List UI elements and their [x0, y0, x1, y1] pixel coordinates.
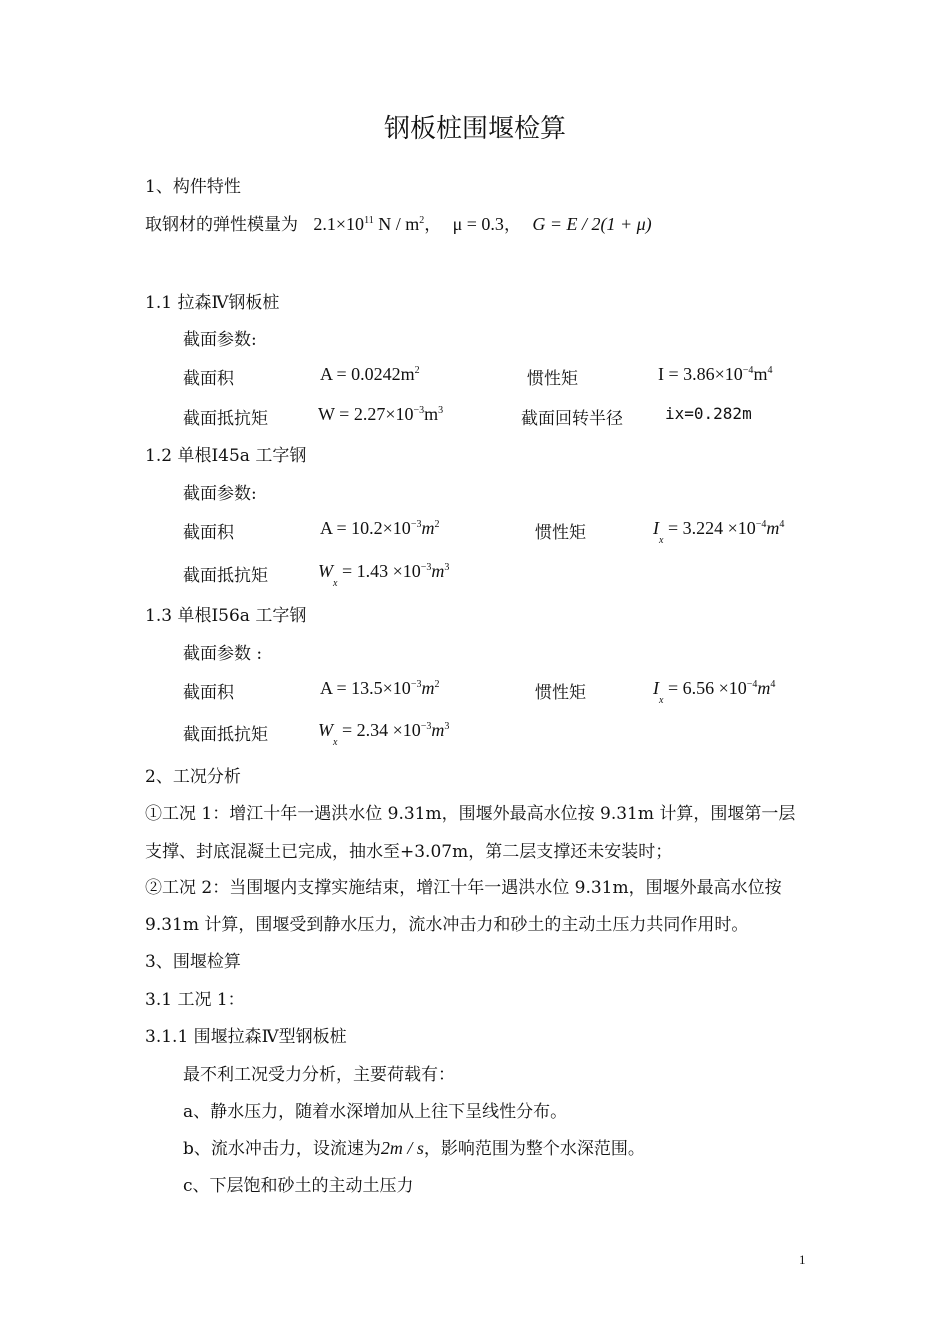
section-params-label: 截面参数: — [183, 484, 257, 504]
radius-value: ix=0.282m — [665, 404, 752, 423]
case-2-line-1: ②工况 2：当围堰内支撑实施结束，增江十年一遇洪水位 9.31m，围堰外最高水位按 — [145, 878, 782, 898]
inertia-value: $I_x = 3.224 \times 10^{-4}m^4$ — [653, 518, 785, 546]
shear-modulus-formula: G = E / 2(1 + μ) — [532, 214, 652, 234]
modulus-label: 截面抵抗矩 — [183, 725, 268, 745]
load-item-a: a、静水压力，随着水深增加从上往下呈线性分布。 — [183, 1102, 568, 1122]
radius-label: 截面回转半径 — [521, 409, 623, 429]
material-intro-text: 取钢材的弹性模量为 — [145, 215, 298, 235]
material-properties-line: 取钢材的弹性模量为 $2.1\times 10^{11}$ N / $m^2$， μ = 0.3， G = E / 2(1 + μ) — [145, 214, 652, 235]
section-3-1-1-heading: 3.1.1 围堰拉森Ⅳ型钢板桩 — [145, 1027, 347, 1047]
poisson-ratio: μ = 0.3 — [452, 214, 504, 234]
inertia-value: $I = 3.86\times 10^{-4}m^4$ — [658, 364, 773, 384]
area-label: 截面积 — [183, 523, 234, 543]
section-3-heading: 3、围堰检算 — [145, 952, 241, 972]
area-value: $A = 13.5\times 10^{-3}m^2$ — [320, 678, 440, 698]
inertia-label: 惯性矩 — [535, 523, 586, 543]
section-2-heading: 2、工况分析 — [145, 767, 241, 787]
inertia-label: 惯性矩 — [535, 683, 586, 703]
area-label: 截面积 — [183, 683, 234, 703]
modulus-value: $W_x = 2.34 \times 10^{-3}m^3$ — [318, 720, 450, 748]
inertia-label: 惯性矩 — [527, 369, 578, 389]
load-intro: 最不利工况受力分析，主要荷载有： — [183, 1065, 455, 1085]
area-label: 截面积 — [183, 369, 234, 389]
area-value: $A = 0.0242m^2$ — [320, 364, 420, 384]
section-3-1-heading: 3.1 工况 1： — [145, 990, 245, 1010]
section-1-heading: 1、构件特性 — [145, 177, 241, 197]
inertia-value: $I_x = 6.56 \times 10^{-4}m^4$ — [653, 678, 776, 706]
section-1-3-heading: 1.3 单根Ⅰ56a 工字钢 — [145, 606, 307, 626]
elastic-modulus: $2.1\times 10^{11}$ N / $m^2$ — [313, 214, 425, 234]
load-item-b: b、流水冲击力，设流速为2m / s，影响范围为整个水深范围。 — [183, 1138, 645, 1159]
area-value: $A = 10.2\times 10^{-3}m^2$ — [320, 518, 440, 538]
section-1-1-heading: 1.1 拉森Ⅳ钢板桩 — [145, 293, 280, 313]
section-params-label: 截面参数: — [183, 330, 257, 350]
case-1-line-2: 支撑、封底混凝土已完成，抽水至+3.07m，第二层支撑还未安装时； — [145, 842, 673, 862]
page-number: 1 — [799, 1252, 806, 1267]
load-item-c: c、下层饱和砂土的主动土压力 — [183, 1176, 414, 1196]
modulus-value: $W = 2.27\times 10^{-3}m^3$ — [318, 404, 444, 424]
document-title: 钢板桩围堰检算 — [383, 114, 566, 144]
modulus-value: $W_x = 1.43 \times 10^{-3}m^3$ — [318, 561, 450, 589]
section-params-label: 截面参数 : — [183, 644, 263, 664]
case-1-line-1: ①工况 1：增江十年一遇洪水位 9.31m，围堰外最高水位按 9.31m 计算，围堰第一层 — [145, 804, 796, 824]
case-2-line-2: 9.31m 计算，围堰受到静水压力，流水冲击力和砂土的主动土压力共同作用时。 — [145, 915, 749, 935]
modulus-label: 截面抵抗矩 — [183, 409, 268, 429]
section-1-2-heading: 1.2 单根Ⅰ45a 工字钢 — [145, 446, 307, 466]
modulus-label: 截面抵抗矩 — [183, 566, 268, 586]
